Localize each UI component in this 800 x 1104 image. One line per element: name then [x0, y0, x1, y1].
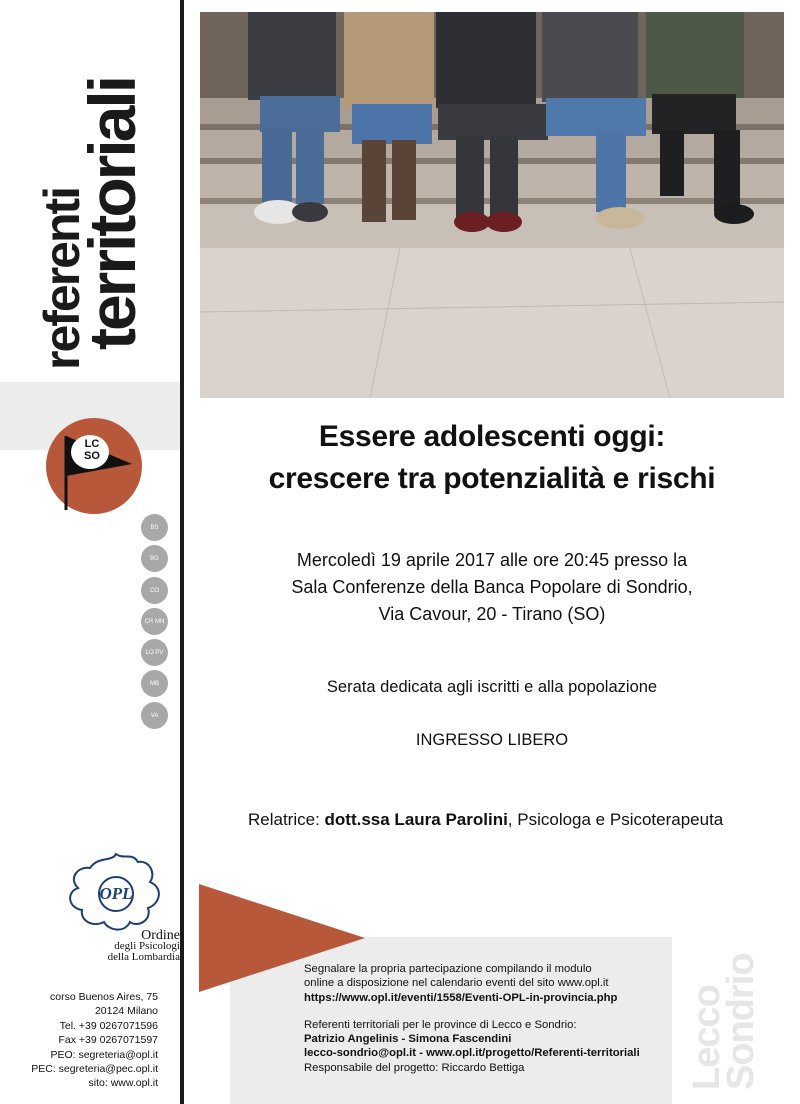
- event-title: [200, 416, 784, 500]
- lc-badge-line: LC: [84, 438, 100, 450]
- contact-address: [20, 990, 158, 1091]
- referents-names: Patrizio Angelinis - Simona Fascendini: [304, 1033, 512, 1046]
- speaker-info: [248, 806, 728, 833]
- referents-link[interactable]: lecco-sondrio@opl.it - www.opl.it/progetto/Referenti-territoriali: [304, 1047, 640, 1060]
- referents-text: Referenti territoriali per le province di Lecco e Sondrio:: [304, 1018, 577, 1031]
- address-line: corso Buenos Aires, 75: [50, 991, 158, 1003]
- province-badge-cr-mn: CR MN: [141, 608, 168, 635]
- flag-icon: [46, 418, 142, 514]
- vertical-divider: [180, 0, 184, 1104]
- event-date-line: Mercoledì 19 aprile 2017 alle ore 20:45 presso la: [296, 550, 688, 570]
- speaker-name: dott.ssa Laura Parolini: [324, 810, 508, 829]
- province-badge-co: CO: [141, 577, 168, 604]
- title-referenti: referenti: [34, 187, 90, 370]
- vertical-title: [34, 10, 151, 370]
- province-badge-mb: MB: [141, 670, 168, 697]
- side-word-line: Sondrio: [720, 953, 762, 1090]
- lc-badge-line: SO: [84, 450, 100, 462]
- opl-caption-line: degli Psicologi: [114, 940, 180, 952]
- province-badge-va: VA: [141, 702, 168, 729]
- teens-photo: [200, 12, 784, 398]
- province-badge-bg: BG: [141, 545, 168, 572]
- speaker-role: , Psicologa e Psicoterapeuta: [507, 810, 724, 829]
- opl-caption: [70, 930, 180, 963]
- speaker-prefix: Relatrice:: [248, 810, 325, 829]
- event-address-line: Via Cavour, 20 - Tirano (SO): [378, 604, 606, 624]
- audience-note: Serata dedicata agli iscritti e alla popolazione: [326, 678, 658, 696]
- registration-text: online a disposizione nel calendario eventi del sito www.opl.it: [304, 977, 609, 990]
- peo-email-line: PEO: segreteria@opl.it: [50, 1048, 158, 1061]
- province-badge-bs: BS: [141, 514, 168, 541]
- registration-info: [304, 962, 650, 1075]
- pec-email-line: PEC: segreteria@pec.opl.it: [31, 1063, 158, 1076]
- opl-caption-line: della Lombardia: [107, 951, 180, 963]
- project-manager: Responsabile del progetto: Riccardo Bettiga: [304, 1061, 525, 1074]
- lc-badge-text: [74, 438, 110, 462]
- address-line: 20124 Milano: [94, 1005, 158, 1018]
- title-territoriali: territoriali: [75, 77, 149, 350]
- event-subtitle-line: crescere tra potenzialità e rischi: [268, 462, 716, 495]
- fax-line: Fax +39 0267071597: [58, 1034, 158, 1047]
- website-line: sito: www.opl.it: [88, 1077, 158, 1090]
- event-venue-line: Sala Conferenze della Banca Popolare di Sondrio,: [291, 577, 693, 597]
- event-title-line: Essere adolescenti oggi:: [318, 420, 666, 453]
- event-when-where: [200, 547, 784, 628]
- registration-text: Segnalare la propria partecipazione compilando il modulo: [304, 963, 592, 975]
- registration-link[interactable]: https://www.opl.it/eventi/1558/Eventi-OPL-in-provincia.php: [304, 991, 618, 1004]
- free-entry-note: INGRESSO LIBERO: [415, 731, 569, 749]
- opl-caption-line: Ordine: [141, 928, 180, 943]
- province-badge-lo-pv: LO PV: [141, 639, 168, 666]
- side-word-line: Lecco: [686, 985, 728, 1090]
- lecco-sondrio-logo: [46, 418, 142, 514]
- side-word-lecco-sondrio: [686, 953, 762, 1090]
- sidebar: [0, 0, 183, 1104]
- spacer: [304, 1005, 650, 1018]
- phone-line: Tel. +39 0267071596: [59, 1019, 158, 1032]
- svg-text:OPL: OPL: [99, 884, 133, 903]
- opl-logo-icon: [60, 848, 172, 938]
